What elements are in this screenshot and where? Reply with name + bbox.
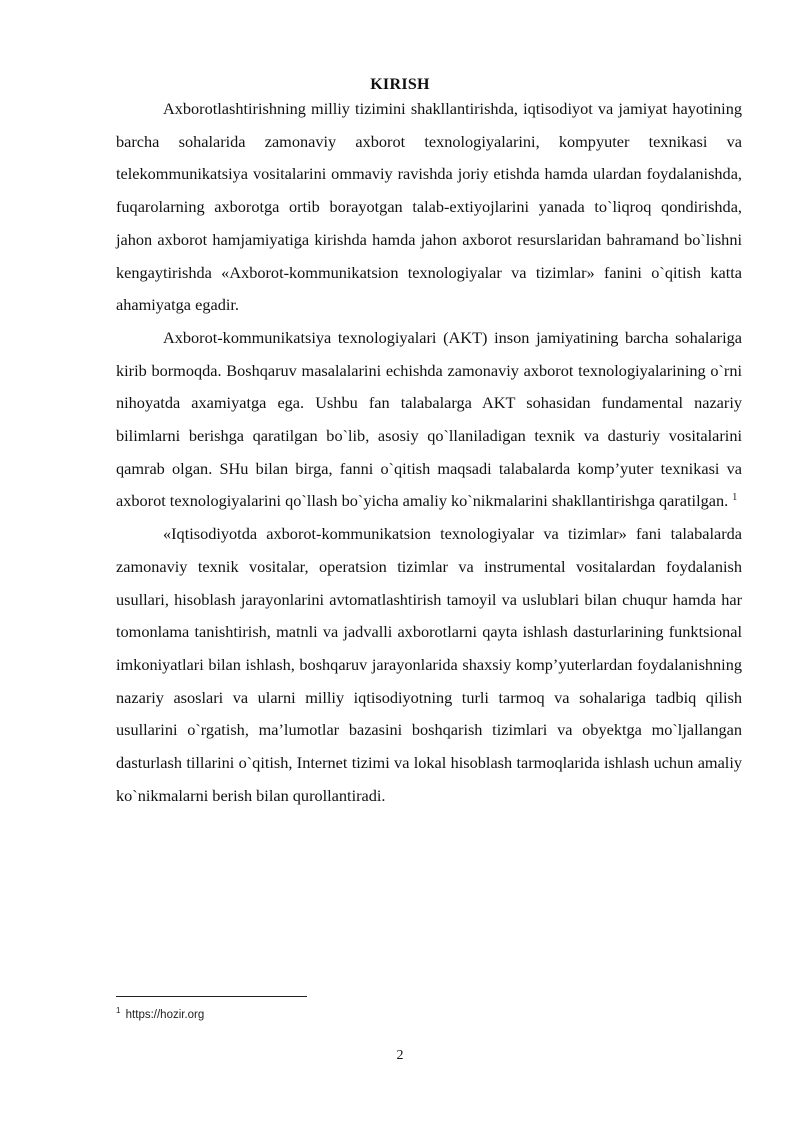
paragraph-2 xyxy=(116,322,742,518)
footnote-link[interactable]: https://hozir.org xyxy=(125,1008,205,1021)
page-heading: KIRISH xyxy=(370,76,430,93)
footnote xyxy=(116,1006,204,1021)
paragraph-1-text: Axborotlashtirishning milliy tizimini shakllantirishda, iqtisodiyot va jamiyat hayotining barcha sohalarida zamonaviy axborot texnologiyalarini, kompyuter texnikasi va telekommunikatsiya vositalarini ommaviy ravishda joriy etishda hamda ulardan foydalanishda, fuqarolarning axborotga ortib borayotgan talab-extiyojlarini yanada to`liqroq qondirishda, jahon axborot hamjamiyatiga kirishda hamda jahon axborot resurslaridan bahramand bo`lishni kengaytirishda «Axborot-kommunikatsion texnologiyalar va tizimlar» fanini o`qitish katta ahamiyatga egadir. xyxy=(116,99,742,315)
footnote-reference[interactable]: 1 xyxy=(732,492,738,504)
footnote-number: 1 xyxy=(116,1006,121,1015)
paragraph-3-text: «Iqtisodiyotda axborot-kommunikatsion texnologiyalar va tizimlar» fani talabalarda zamonaviy texnik vositalar, operatsion tizimlar va instrumental vositalardan foydalanish usullari, hisoblash jarayonlarini avtomatlashtirish tamoyil va uslublari bilan chuqur hamda har tomonlama tanishtirish, matnli va jadvalli axborotlarni qayta ishlash dasturlarining funktsional imkoniyatlari bilan ishlash, boshqaruv jarayonlarida shaxsiy komp’yuterlardan foydalanishning nazariy asoslari va ularni milliy iqtisodiyotning turli tarmoq va sohalariga tadbiq qilish usullarini o`rgatish, ma’lumotlar bazasini boshqarish tizimlari va obyektga mo`ljallangan dasturlash tillarini o`qitish, Internet tizimi va lokal hisoblash tarmoqlarida ishlash uchun amaliy ko`nikmalarni berish bilan qurollantiradi. xyxy=(116,524,742,805)
footnote-separator xyxy=(116,996,307,997)
body-text xyxy=(116,93,742,812)
paragraph-2-text: Axborot-kommunikatsiya texnologiyalari (AKT) inson jamiyatining barcha sohalariga kirib bormoqda. Boshqaruv masalalarini echishda zamonaviy axborot texnologiyalarining o`rni nihoyatda axamiyatga ega. Ushbu fan talabalarga AKT sohasidan fundamental nazariy bilimlarni berishga qaratilgan bo`lib, asosiy qo`llaniladigan texnik va dasturiy vositalarini qamrab olgan. SHu bilan birga, fanni o`qitish maqsadi talabalarda komp’yuter texnikasi va axborot texnologiyalarini qo`llash bo`yicha amaliy ko`nikmalarini shakllantirishga qaratilgan. xyxy=(116,327,742,511)
paragraph-1 xyxy=(116,93,742,322)
page-number: 2 xyxy=(396,1048,404,1063)
paragraph-3 xyxy=(116,518,742,812)
